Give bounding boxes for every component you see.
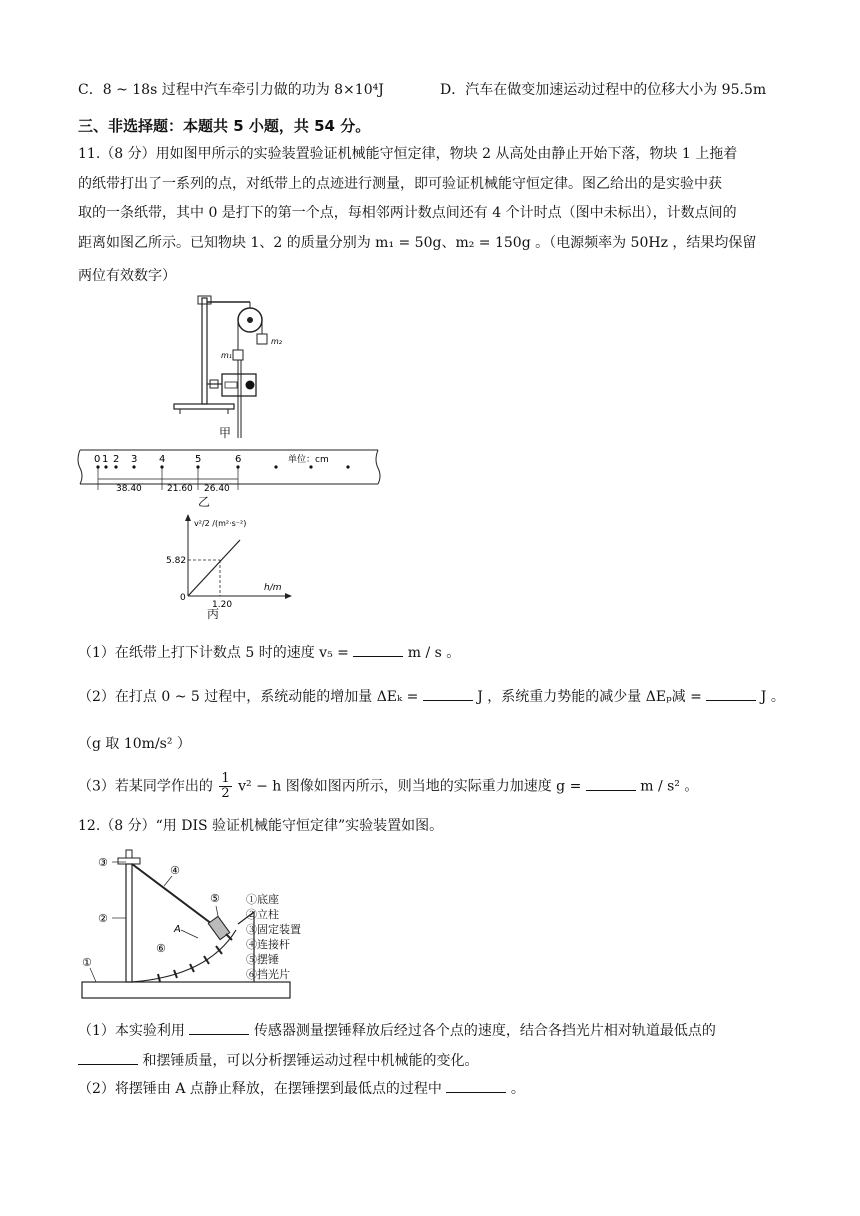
- q12-sub1-blank-height[interactable]: [78, 1050, 138, 1065]
- q11-sub3-unit: m / s² 。: [640, 778, 699, 795]
- q11-sub1-text: （1）在纸带上打下计数点 5 时的速度 v₅ =: [78, 645, 349, 661]
- legend-item: ④连接杆: [246, 938, 290, 951]
- figure-bing-graph: [160, 512, 300, 622]
- tape-point-4: 4: [159, 454, 166, 465]
- figure-bing-label: 丙: [207, 607, 220, 621]
- label-6: ⑥: [156, 942, 166, 955]
- figure-jia-apparatus: [170, 290, 300, 440]
- label-2: ②: [98, 912, 108, 925]
- q11-sub3-blank[interactable]: [586, 776, 636, 791]
- option-c: C．8 ~ 18s 过程中汽车牵引力做的功为 8×10⁴J: [78, 82, 384, 98]
- graph-y-tick: 5.82: [166, 556, 187, 566]
- figure-yi-label: 乙: [198, 495, 211, 509]
- label-5: ⑤: [210, 892, 220, 905]
- q11-sub2-text: （2）在打点 0 ~ 5 过程中，系统动能的增加量 ΔEₖ =: [78, 689, 419, 705]
- figure-yi-tape: [76, 446, 386, 501]
- m2-label: m₂: [271, 337, 282, 346]
- q12-sub1-blank-sensor[interactable]: [189, 1020, 249, 1035]
- q11-stem-line-1: 11.（8 分）用如图甲所示的实验装置验证机械能守恒定律，物块 2 从高处由静止开始下落，物块 1 上拖着: [78, 146, 738, 162]
- q12-sub2-blank[interactable]: [446, 1078, 506, 1093]
- graph-xlabel: h/m: [264, 583, 282, 593]
- q11-sub1: [78, 642, 460, 663]
- q12-sub1: [78, 1020, 716, 1041]
- q12-sub2-text: （2）将摆锤由 A 点静止释放，在摆锤摆到最低点的过程中: [78, 1081, 442, 1097]
- section-heading: 三、非选择题：本题共 5 小题，共 54 分。: [78, 117, 371, 135]
- tape-unit: 单位：cm: [288, 455, 329, 465]
- q12-stem: 12.（8 分）“用 DIS 验证机械能守恒定律”实验装置如图。: [78, 818, 444, 834]
- q11-sub2-g-note: （g 取 10m/s² ）: [78, 736, 191, 752]
- tape-distance-1: 38.40: [116, 484, 142, 494]
- q11-sub2: [78, 686, 785, 707]
- q11-stem-line-2: 的纸带打出了一系列的点，对纸带上的点迹进行测量，即可验证机械能守恒定律。图乙给出的是实验中获: [78, 176, 722, 192]
- q11-sub2-text-2: J ，系统重力势能的减少量 ΔEₚ减 =: [477, 689, 702, 705]
- q11-sub3-text-2: v² − h 图像如图丙所示，则当地的实际重力加速度 g =: [238, 778, 582, 795]
- fraction-one-half: [219, 772, 231, 801]
- apparatus-legend: [246, 892, 301, 982]
- label-1: ①: [82, 956, 92, 969]
- label-3: ③: [98, 856, 108, 869]
- q11-sub1-blank[interactable]: [353, 642, 403, 657]
- q11-sub3: [78, 772, 698, 801]
- q11-sub2-unit: J 。: [760, 689, 785, 705]
- legend-item: ②立柱: [246, 908, 279, 921]
- figure-jia-label: 甲: [219, 426, 232, 440]
- tape-point-5: 5: [195, 454, 202, 465]
- frac-num: 1: [221, 771, 230, 786]
- q11-sub2-blank-ep[interactable]: [706, 686, 756, 701]
- q12-sub2: [78, 1078, 525, 1099]
- tape-point-3: 3: [131, 454, 138, 465]
- q11-sub2-blank-ek[interactable]: [423, 686, 473, 701]
- tape-point-2: 2: [113, 454, 120, 465]
- graph-origin: 0: [180, 593, 186, 603]
- legend-item: ③固定装置: [246, 923, 301, 936]
- q11-stem-line-3: 取的一条纸带，其中 0 是打下的第一个点，每相邻两计数点间还有 4 个计时点（图中未标出），计数点间的: [78, 205, 737, 221]
- legend-item: ①底座: [246, 893, 279, 906]
- tape-distance-2: 21.60: [167, 484, 193, 494]
- graph-ylabel: v²/2 /(m²·s⁻²): [194, 519, 247, 528]
- frac-den: 2: [221, 786, 230, 801]
- q11-stem-line-4: 距离如图乙所示。已知物块 1、2 的质量分别为 m₁ = 50g、m₂ = 150g 。（电源频率为 50Hz ，结果均保留: [78, 235, 757, 251]
- q12-sub2-end: 。: [510, 1081, 525, 1097]
- legend-item: ⑤摆锤: [246, 953, 279, 966]
- q12-sub1-text-3: 和摆锤质量，可以分析摆锤运动过程中机械能的变化。: [142, 1053, 479, 1069]
- tape-point-6: 6: [235, 454, 242, 465]
- m1-label: m₁: [221, 351, 232, 360]
- legend-item: ⑥挡光片: [246, 968, 290, 981]
- option-d: D．汽车在做变加速运动过程中的位移大小为 95.5m: [440, 82, 767, 98]
- label-4: ④: [170, 864, 180, 877]
- q11-sub3-text: （3）若某同学作出的: [78, 778, 213, 795]
- q12-sub1-text-2: 传感器测量摆锤释放后经过各个点的速度，结合各挡光片相对轨道最低点的: [253, 1023, 716, 1039]
- q11-sub1-unit: m / s 。: [407, 645, 461, 661]
- q11-stem-line-5: 两位有效数字）: [78, 268, 176, 284]
- tape-point-1: 1: [102, 454, 109, 465]
- q12-sub1-text: （1）本实验利用: [78, 1023, 185, 1039]
- tape-distance-3: 26.40: [204, 484, 230, 494]
- tape-point-0: 0: [94, 454, 101, 465]
- label-a: A: [174, 924, 181, 935]
- graph-x-tick: 1.20: [212, 600, 233, 610]
- q12-sub1-cont: [78, 1050, 478, 1071]
